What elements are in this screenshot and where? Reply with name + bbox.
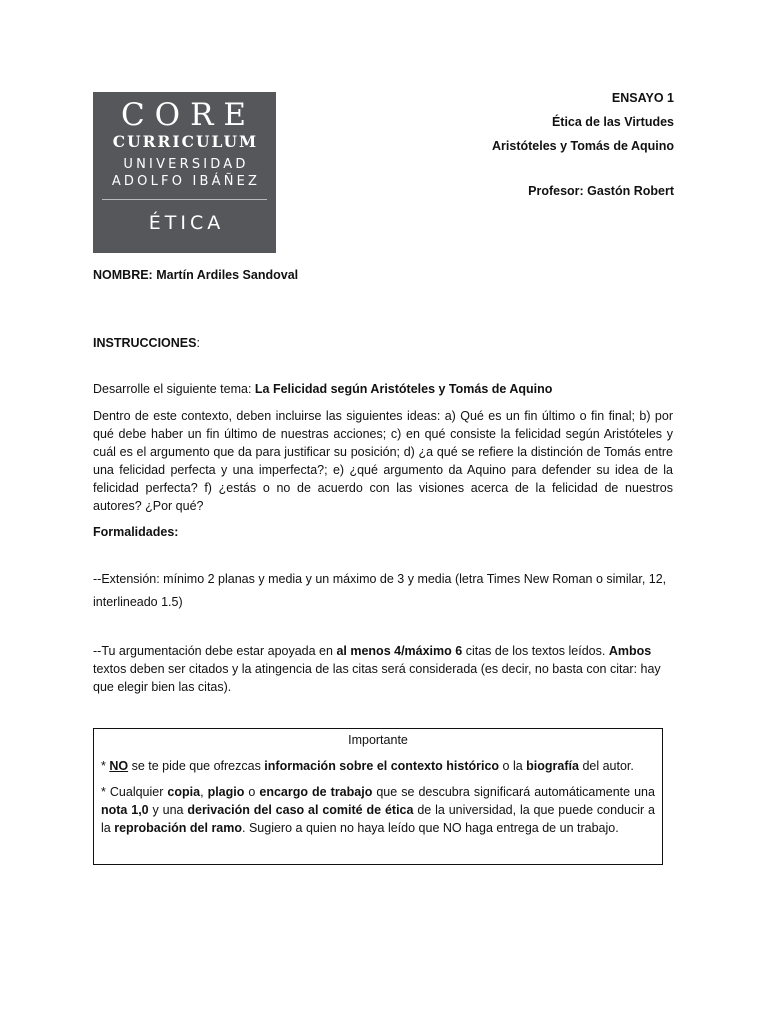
student-name-line <box>93 268 298 282</box>
essay-topic: Aristóteles y Tomás de Aquino <box>492 139 674 153</box>
extension-requirement: --Extensión: mínimo 2 planas y media y un máximo de 3 y media (letra Times New Roman o similar, 12, interlineado 1.5) <box>93 572 667 609</box>
logo-curriculum: CURRICULUM <box>112 132 259 151</box>
theme-prefix: Desarrolle el siguiente tema: <box>93 382 255 396</box>
important-title: Importante <box>348 733 408 747</box>
logo-divider <box>102 199 267 200</box>
theme-title: La Felicidad según Aristóteles y Tomás de Aquino <box>254 382 553 396</box>
important-notice-box <box>93 728 663 865</box>
citation-requirement: --Tu argumentación debe estar apoyada en al menos 4/máximo 6 citas de los textos leídos. Ambos textos deben ser citados y la atingencia de las citas será considerada (es decir, no basta con citar: hay que elegir bien las citas). <box>93 644 661 694</box>
instructions-colon: : <box>196 336 200 350</box>
student-name: Martín Ardiles Sandoval <box>156 268 299 282</box>
instructions-heading <box>93 334 673 352</box>
formalities-heading: Formalidades: <box>93 525 179 539</box>
course-name: Ética de las Virtudes <box>551 115 674 129</box>
instructions-paragraph: Dentro de este contexto, deben incluirse las siguientes ideas: a) Qué es un fin último o fin final; b) por qué debe haber un fin último de nuestras acciones; c) en qué consiste la felicidad según Aristóteles y cuál es el argumento que da para justificar su posición; d) ¿a qué se refiere la distinción de Tomás entre una felicidad perfecta y una imperfecta?; e) ¿qué argumento da Aquino para defender su idea de la felicidad perfecta? f) ¿estás o no de acuerdo con las visiones acerca de la felicidad de nuestros autores? ¿Por qué? <box>93 409 673 513</box>
important-note-plagiarism: * Cualquier copia, plagio o encargo de trabajo que se descubra significará automáticamente una nota 1,0 y una derivación del caso al comité de ética de la universidad, la que puede conducir a la reprobación del ramo. Sugiero a quien no haya leído que NO haga entrega de un trabajo. <box>101 785 655 835</box>
essay-theme <box>93 380 673 398</box>
logo-adolfo-ibanez: ADOLFO IBÁÑEZ <box>111 174 261 189</box>
logo-core: CORE <box>120 97 257 133</box>
logo-universidad: UNIVERSIDAD <box>123 157 249 172</box>
instructions-label: INSTRUCCIONES <box>93 336 197 350</box>
essay-number: ENSAYO 1 <box>611 91 674 105</box>
professor-name: Profesor: Gastón Robert <box>528 184 674 198</box>
student-name-label: NOMBRE: <box>93 268 153 282</box>
document-header <box>492 86 674 203</box>
logo-etica: ÉTICA <box>148 212 225 234</box>
core-curriculum-logo <box>93 92 276 253</box>
important-note-context: * NO se te pide que ofrezcas información sobre el contexto histórico o la biografía del autor. <box>101 759 634 773</box>
